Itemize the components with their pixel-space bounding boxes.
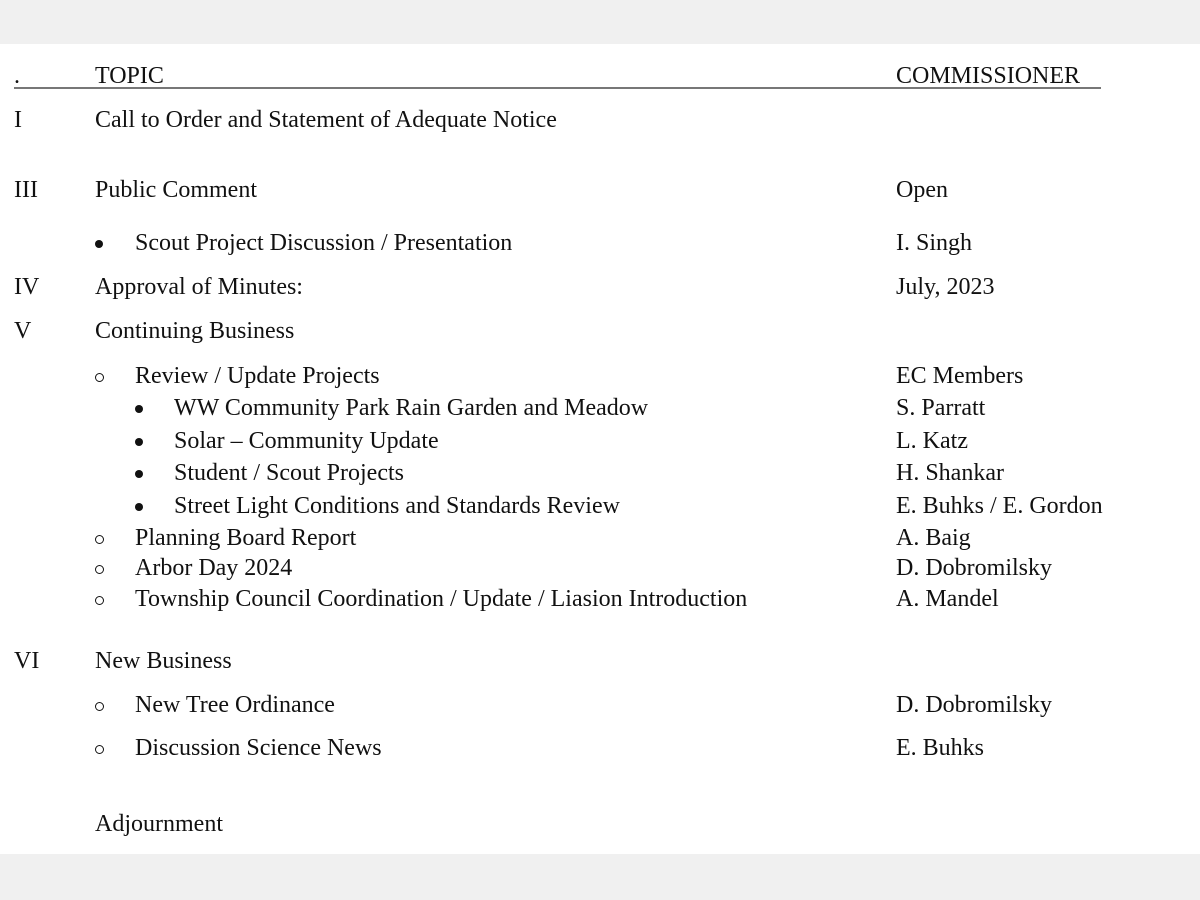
- agenda-item-commissioner: E. Buhks: [896, 735, 985, 761]
- header-numeral: .: [14, 63, 20, 89]
- bullet-circle-icon: [95, 702, 104, 711]
- agenda-document: [0, 44, 1200, 854]
- agenda-item: Review / Update Projects: [135, 363, 380, 389]
- agenda-subitem: Solar – Community Update: [174, 428, 439, 454]
- agenda-subitem: WW Community Park Rain Garden and Meadow: [174, 395, 649, 421]
- header-commissioner: COMMISSIONER: [896, 63, 1081, 89]
- section-title: New Business: [95, 648, 232, 674]
- agenda-item-commissioner: D. Dobromilsky: [896, 692, 1052, 718]
- agenda-item-commissioner: D. Dobromilsky: [896, 555, 1052, 581]
- agenda-item: New Tree Ordinance: [135, 692, 335, 718]
- agenda-item-commissioner: I. Singh: [896, 230, 973, 256]
- bullet-circle-icon: [95, 596, 104, 605]
- header-topic: TOPIC: [95, 63, 164, 89]
- agenda-item-commissioner: A. Mandel: [896, 586, 999, 612]
- bullet-dot-icon: [135, 405, 143, 413]
- agenda-subitem-commissioner: H. Shankar: [896, 460, 1004, 486]
- section-commissioner: Open: [896, 177, 948, 203]
- agenda-subitem-commissioner: L. Katz: [896, 428, 968, 454]
- bullet-dot-icon: [135, 438, 143, 446]
- section-numeral: I: [14, 107, 22, 133]
- agenda-subitem-commissioner: E. Buhks / E. Gordon: [896, 493, 1103, 519]
- section-numeral: III: [14, 177, 38, 203]
- section-numeral: VI: [14, 648, 40, 674]
- section-title: Public Comment: [95, 177, 257, 203]
- bullet-circle-icon: [95, 745, 104, 754]
- agenda-item: Planning Board Report: [135, 525, 357, 551]
- bullet-circle-icon: [95, 535, 104, 544]
- section-numeral: IV: [14, 274, 40, 300]
- agenda-subitem: Student / Scout Projects: [174, 460, 404, 486]
- section-numeral: V: [14, 318, 32, 344]
- bullet-dot-icon: [135, 503, 143, 511]
- section-commissioner: July, 2023: [896, 274, 995, 300]
- agenda-item: Township Council Coordination / Update / Liasion Introduction: [135, 586, 748, 612]
- section-title: Call to Order and Statement of Adequate Notice: [95, 107, 557, 133]
- agenda-subitem-commissioner: S. Parratt: [896, 395, 986, 421]
- agenda-subitem: Street Light Conditions and Standards Review: [174, 493, 620, 519]
- header-underline: [14, 87, 1101, 89]
- agenda-item-commissioner: A. Baig: [896, 525, 971, 551]
- agenda-item: Arbor Day 2024: [135, 555, 293, 581]
- section-title: Approval of Minutes:: [95, 274, 303, 300]
- agenda-item: Discussion Science News: [135, 735, 382, 761]
- adjournment-label: Adjournment: [95, 811, 223, 837]
- bullet-dot-icon: [95, 240, 103, 248]
- agenda-item-commissioner: EC Members: [896, 363, 1024, 389]
- bullet-circle-icon: [95, 565, 104, 574]
- section-title: Continuing Business: [95, 318, 295, 344]
- agenda-item: Scout Project Discussion / Presentation: [135, 230, 513, 256]
- bullet-dot-icon: [135, 470, 143, 478]
- bullet-circle-icon: [95, 373, 104, 382]
